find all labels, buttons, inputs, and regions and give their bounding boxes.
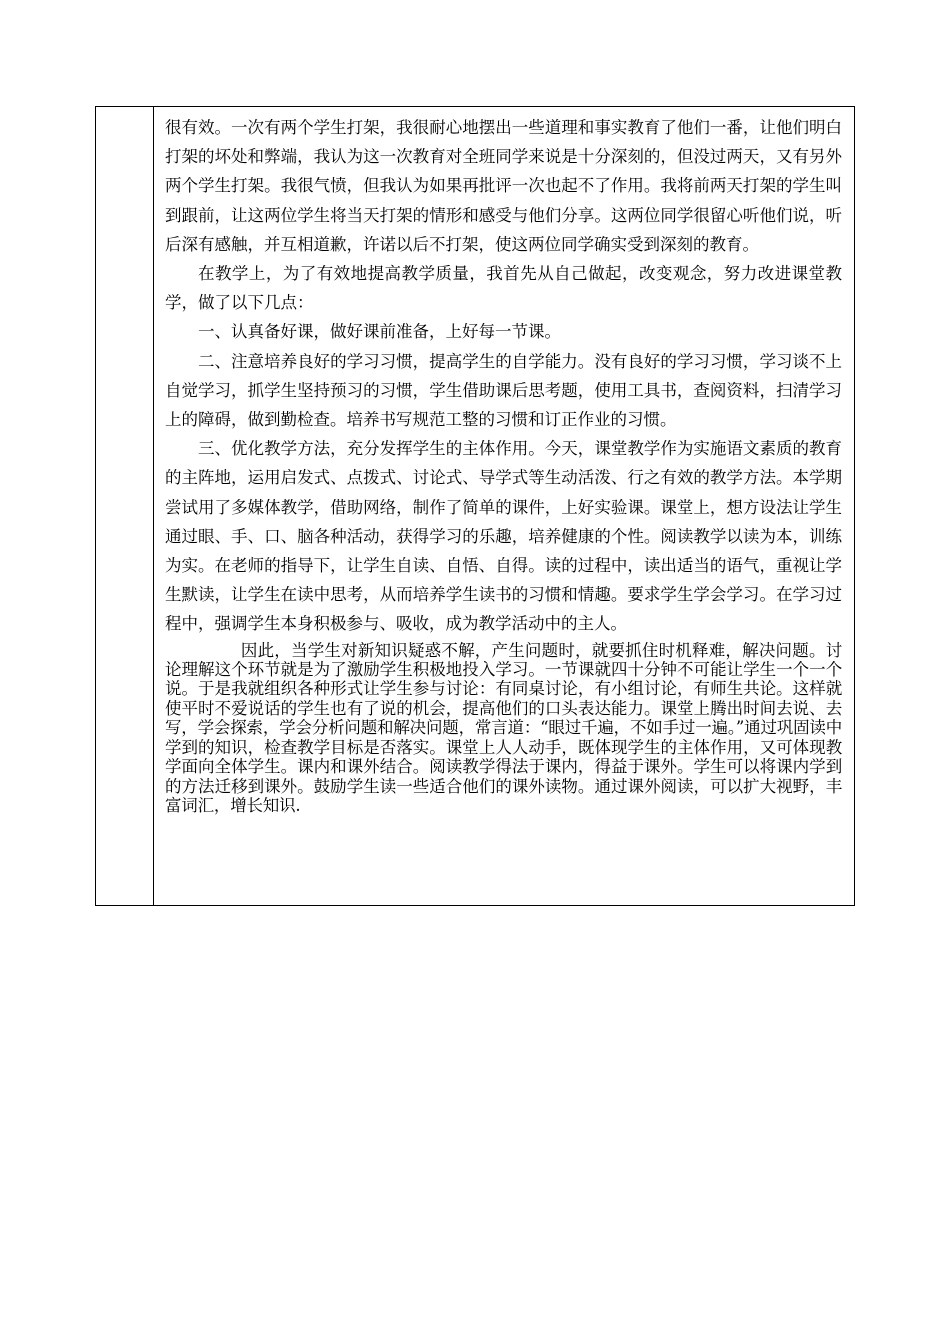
paragraph-point-one: 一、认真备好课，做好课前准备，上好每一节课。 (198, 322, 561, 342)
paragraph-classroom-management: 很有效。一次有两个学生打架，我很耐心地摆出一些道理和事实教育了他们一番，让他们明白打架的坏处和弊端，我认为这一次教育对全班同学来说是十分深刻的，但没过两天，又有另外两个学生打架。我很气愤，但我认为如果再批评一次也起不了作用。我将前两天打架的学生叫到跟前，让这两位学生将当天打架的情形和感受与他们分享。这两位同学很留心听他们说，听后深有感触，并互相道歉，许诺以后不打架，使这两位同学确实受到深刻的教育。 (165, 118, 842, 254)
table-content-cell (154, 107, 854, 905)
document-table (95, 106, 855, 906)
table-left-column (96, 107, 154, 905)
paragraph-discussion: 因此，当学生对新知识疑惑不解，产生问题时，就要抓住时机释难，解决问题。讨论理解这个环节就是为了激励学生积极地投入学习。一节课就四十分钟不可能让学生一个一个说。于是我就组织各种形式让学生参与讨论：有同桌讨论，有小组讨论，有师生共论。这样就使平时不爱说话的学生也有了说的机会，提高他们的口头表达能力。课堂上腾出时间去说、去写，学会探索，学会分析问题和解决问题，常言道：“眼过千遍，不如手过一遍。”通过巩固读中学到的知识，检查教学目标是否落实。课堂上人人动手，既体现学生的主体作用，又可体现教学面向全体学生。课内和课外结合。阅读教学得法于课内，得益于课外。学生可以将课内学到的方法迁移到课外。鼓励学生读一些适合他们的课外读物。通过课外阅读，可以扩大视野，丰富词汇，增长知识. (165, 640, 842, 815)
paragraph-point-two: 二、注意培养良好的学习习惯，提高学生的自学能力。没有良好的学习习惯，学习谈不上自觉学习，抓学生坚持预习的习惯，学生借助课后思考题，使用工具书，查阅资料，扫清学习上的障碍，做到勤检查。培养书写规范工整的习惯和订正作业的习惯。 (165, 351, 842, 430)
paragraph-teaching-intro: 在教学上，为了有效地提高教学质量，我首先从自己做起，改变观念，努力改进课堂教学，做了以下几点： (165, 264, 842, 313)
paragraph-point-three: 三、优化教学方法，充分发挥学生的主体作用。今天，课堂教学作为实施语文素质的教育的主阵地，运用启发式、点拨式、讨论式、导学式等生动活泼、行之有效的教学方法。本学期尝试用了多媒体教学，借助网络，制作了简单的课件，上好实验课。课堂上，想方设法让学生通过眼、手、口、脑各种活动，获得学习的乐趣，培养健康的个性。阅读教学以读为本，训练为实。在老师的指导下，让学生自读、自悟、自得。读的过程中，读出适当的语气，重视让学生默读，让学生在读中思考，从而培养学生读书的习惯和情趣。要求学生学会学习。在学习过程中，强调学生本身积极参与、吸收，成为教学活动中的主人。 (165, 439, 842, 634)
